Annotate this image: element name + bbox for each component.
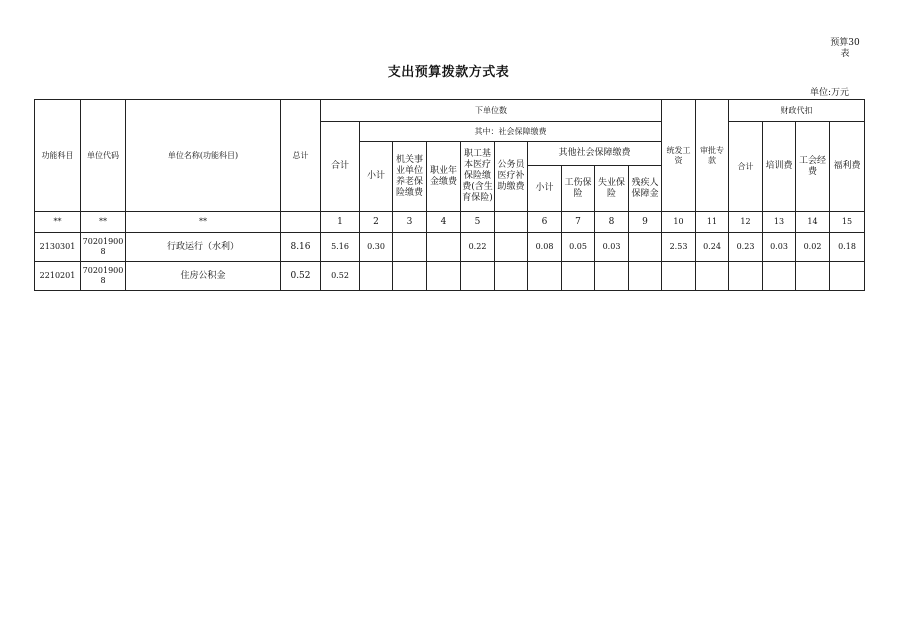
cell-value: [360, 262, 393, 291]
cell-value: [595, 262, 629, 291]
index-cell: **: [35, 212, 81, 233]
cell-value: [763, 262, 796, 291]
table-number-label: [820, 38, 870, 60]
header-social-security: 其中：社会保障缴费: [360, 122, 662, 142]
page-title: 支出预算拨款方式表: [387, 65, 510, 80]
index-cell: 5: [461, 212, 495, 233]
index-cell: 3: [393, 212, 427, 233]
cell-value: 2.53: [662, 233, 696, 262]
index-cell: 10: [662, 212, 696, 233]
cell-value: 0.30: [360, 233, 393, 262]
budget-table: [34, 99, 865, 291]
unit-label: 单位:万元: [809, 88, 849, 98]
index-cell: [495, 212, 528, 233]
cell-value: [393, 262, 427, 291]
cell-value: [427, 233, 461, 262]
header-fw-total: 合计: [729, 122, 763, 212]
cell-value: 0.02: [796, 233, 830, 262]
header-finance-withhold: 财政代扣: [729, 100, 865, 122]
header-subtotal-all: 合计: [321, 122, 360, 212]
cell-func-subject: 2130301: [35, 233, 81, 262]
index-cell: 6: [528, 212, 562, 233]
cell-value: [495, 233, 528, 262]
index-cell: 7: [562, 212, 595, 233]
cell-value: 0.05: [562, 233, 595, 262]
index-cell: 2: [360, 212, 393, 233]
index-cell: 12: [729, 212, 763, 233]
index-cell: 11: [696, 212, 729, 233]
cell-unit-name: 行政运行（水利）: [126, 233, 281, 262]
cell-unit-name: 住房公积金: [126, 262, 281, 291]
cell-total: 0.52: [281, 262, 321, 291]
index-row: [35, 212, 865, 233]
header-other-subtotal: 小计: [528, 166, 562, 212]
cell-value: [427, 262, 461, 291]
cell-value: 0.22: [461, 233, 495, 262]
header-disability: 残疾人保障金: [629, 166, 662, 212]
index-cell: 14: [796, 212, 830, 233]
cell-value: 0.18: [830, 233, 865, 262]
cell-value: [662, 262, 696, 291]
cell-value: [495, 262, 528, 291]
index-cell: 1: [321, 212, 360, 233]
header-func-subject: 功能科目: [35, 100, 81, 212]
cell-value: 0.03: [595, 233, 629, 262]
index-cell: 15: [830, 212, 865, 233]
header-pension: 机关事业单位养老保险缴费: [393, 142, 427, 212]
cell-value: 0.08: [528, 233, 562, 262]
header-injury: 工伤保险: [562, 166, 595, 212]
cell-value: 0.23: [729, 233, 763, 262]
cell-value: [729, 262, 763, 291]
index-cell: **: [126, 212, 281, 233]
cell-total: 8.16: [281, 233, 321, 262]
index-cell: **: [81, 212, 126, 233]
table-number-line2: 表: [840, 49, 850, 59]
header-wage: 统发工资: [662, 100, 696, 212]
index-cell: [281, 212, 321, 233]
index-cell: 4: [427, 212, 461, 233]
header-lower-unit-funds: 下单位数: [321, 100, 662, 122]
cell-value: [629, 262, 662, 291]
header-subtotal: 小计: [360, 142, 393, 212]
cell-value: [562, 262, 595, 291]
cell-value: [830, 262, 865, 291]
table-row: [35, 262, 865, 291]
cell-value: [528, 262, 562, 291]
cell-value: [393, 233, 427, 262]
header-training: 培训费: [763, 122, 796, 212]
cell-value: [461, 262, 495, 291]
table-number-line1: 预算30: [830, 38, 860, 48]
cell-value: 0.24: [696, 233, 729, 262]
header-total: 总计: [281, 100, 321, 212]
header-medical: 职工基本医疗保险缴费(含生育保险): [461, 142, 495, 212]
cell-value: [629, 233, 662, 262]
cell-func-subject: 2210201: [35, 262, 81, 291]
header-unit-code: 单位代码: [81, 100, 126, 212]
header-special: 审批专款: [696, 100, 729, 212]
header-annuity: 职业年金缴费: [427, 142, 461, 212]
header-unemployment: 失业保险: [595, 166, 629, 212]
cell-value: 0.52: [321, 262, 360, 291]
header-welfare: 福利费: [830, 122, 865, 212]
cell-value: 5.16: [321, 233, 360, 262]
header-civil-medical: 公务员医疗补助缴费: [495, 142, 528, 212]
cell-value: [696, 262, 729, 291]
header-other-social: 其他社会保障缴费: [528, 142, 662, 166]
index-cell: 13: [763, 212, 796, 233]
cell-value: [796, 262, 830, 291]
index-cell: 8: [595, 212, 629, 233]
cell-unit-code: 702019008: [81, 233, 126, 262]
cell-value: 0.03: [763, 233, 796, 262]
index-cell: 9: [629, 212, 662, 233]
header-unit-name: 单位名称(功能科目): [126, 100, 281, 212]
header-union: 工会经费: [796, 122, 830, 212]
table-row: [35, 233, 865, 262]
cell-unit-code: 702019008: [81, 262, 126, 291]
